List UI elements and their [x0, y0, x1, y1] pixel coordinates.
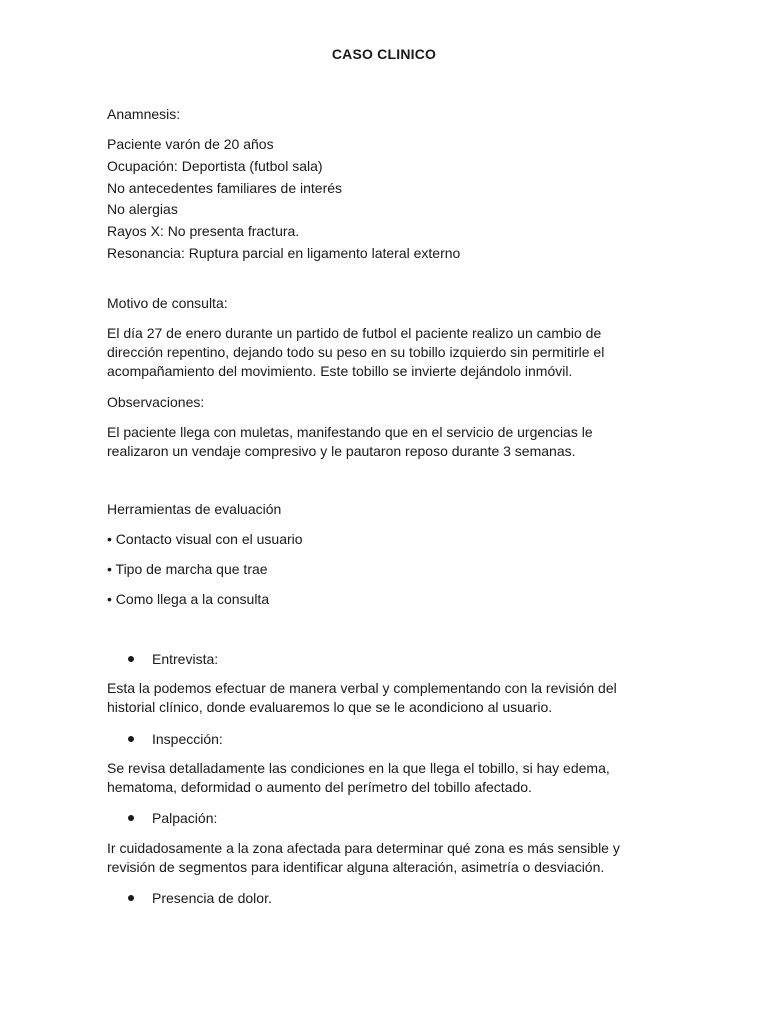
bullet-label: Inspección:	[152, 731, 223, 747]
motivo-paragraph	[107, 324, 647, 381]
palpacion-bullet	[128, 809, 217, 827]
dolor-bullet	[128, 889, 272, 907]
paragraph-line: Ir cuidadosamente a la zona afectada para determinar qué zona es más sensible y	[107, 840, 620, 856]
observaciones-paragraph	[107, 423, 647, 461]
paragraph-line: El día 27 de enero durante un partido de futbol el paciente realizo un cambio de	[107, 325, 602, 341]
entrevista-paragraph	[107, 679, 647, 717]
anamnesis-line: Rayos X: No presenta fractura.	[107, 223, 300, 239]
document-title: CASO CLINICO	[331, 46, 437, 62]
motivo-heading: Motivo de consulta:	[107, 295, 228, 311]
entrevista-bullet	[128, 650, 218, 668]
bullet-icon	[128, 736, 134, 742]
anamnesis-heading: Anamnesis:	[107, 106, 181, 122]
bullet-label: Entrevista:	[152, 651, 219, 667]
paragraph-line: dirección repentino, dejando todo su peso en su tobillo izquierdo sin permitirle el	[107, 344, 605, 360]
bullet-icon	[128, 895, 134, 901]
paragraph-line: hematoma, deformidad o aumento del perímetro del tobillo afectado.	[107, 779, 532, 795]
herramientas-heading: Herramientas de evaluación	[107, 501, 282, 517]
anamnesis-line: Resonancia: Ruptura parcial en ligamento lateral externo	[107, 245, 461, 261]
paragraph-line: historial clínico, donde evaluaremos lo que se le acondiciono al usuario.	[107, 699, 553, 715]
palpacion-paragraph	[107, 839, 647, 877]
anamnesis-line: Ocupación: Deportista (futbol sala)	[107, 158, 323, 174]
bullet-label: Presencia de dolor.	[152, 890, 272, 906]
paragraph-line: Esta la podemos efectuar de manera verbal y complementando con la revisión del	[107, 680, 617, 696]
paragraph-line: revisión de segmentos para identificar alguna alteración, asimetría o desviación.	[107, 859, 605, 875]
herramientas-item: • Como llega a la consulta	[107, 591, 270, 607]
paragraph-line: El paciente llega con muletas, manifestando que en el servicio de urgencias le	[107, 424, 593, 440]
bullet-icon	[128, 815, 134, 821]
paragraph-line: acompañamiento del movimiento. Este tobillo se invierte dejándolo inmóvil.	[107, 363, 573, 379]
anamnesis-line: Paciente varón de 20 años	[107, 136, 274, 152]
observaciones-heading: Observaciones:	[107, 394, 205, 410]
herramientas-item: • Contacto visual con el usuario	[107, 531, 303, 547]
anamnesis-line: No alergias	[107, 201, 178, 217]
anamnesis-line: No antecedentes familiares de interés	[107, 180, 343, 196]
paragraph-line: Se revisa detalladamente las condiciones en la que llega el tobillo, si hay edema,	[107, 760, 610, 776]
bullet-label: Palpación:	[152, 810, 218, 826]
inspeccion-paragraph	[107, 759, 647, 797]
herramientas-item: • Tipo de marcha que trae	[107, 561, 268, 577]
inspeccion-bullet	[128, 730, 223, 748]
bullet-icon	[128, 656, 134, 662]
paragraph-line: realizaron un vendaje compresivo y le pautaron reposo durante 3 semanas.	[107, 443, 576, 459]
